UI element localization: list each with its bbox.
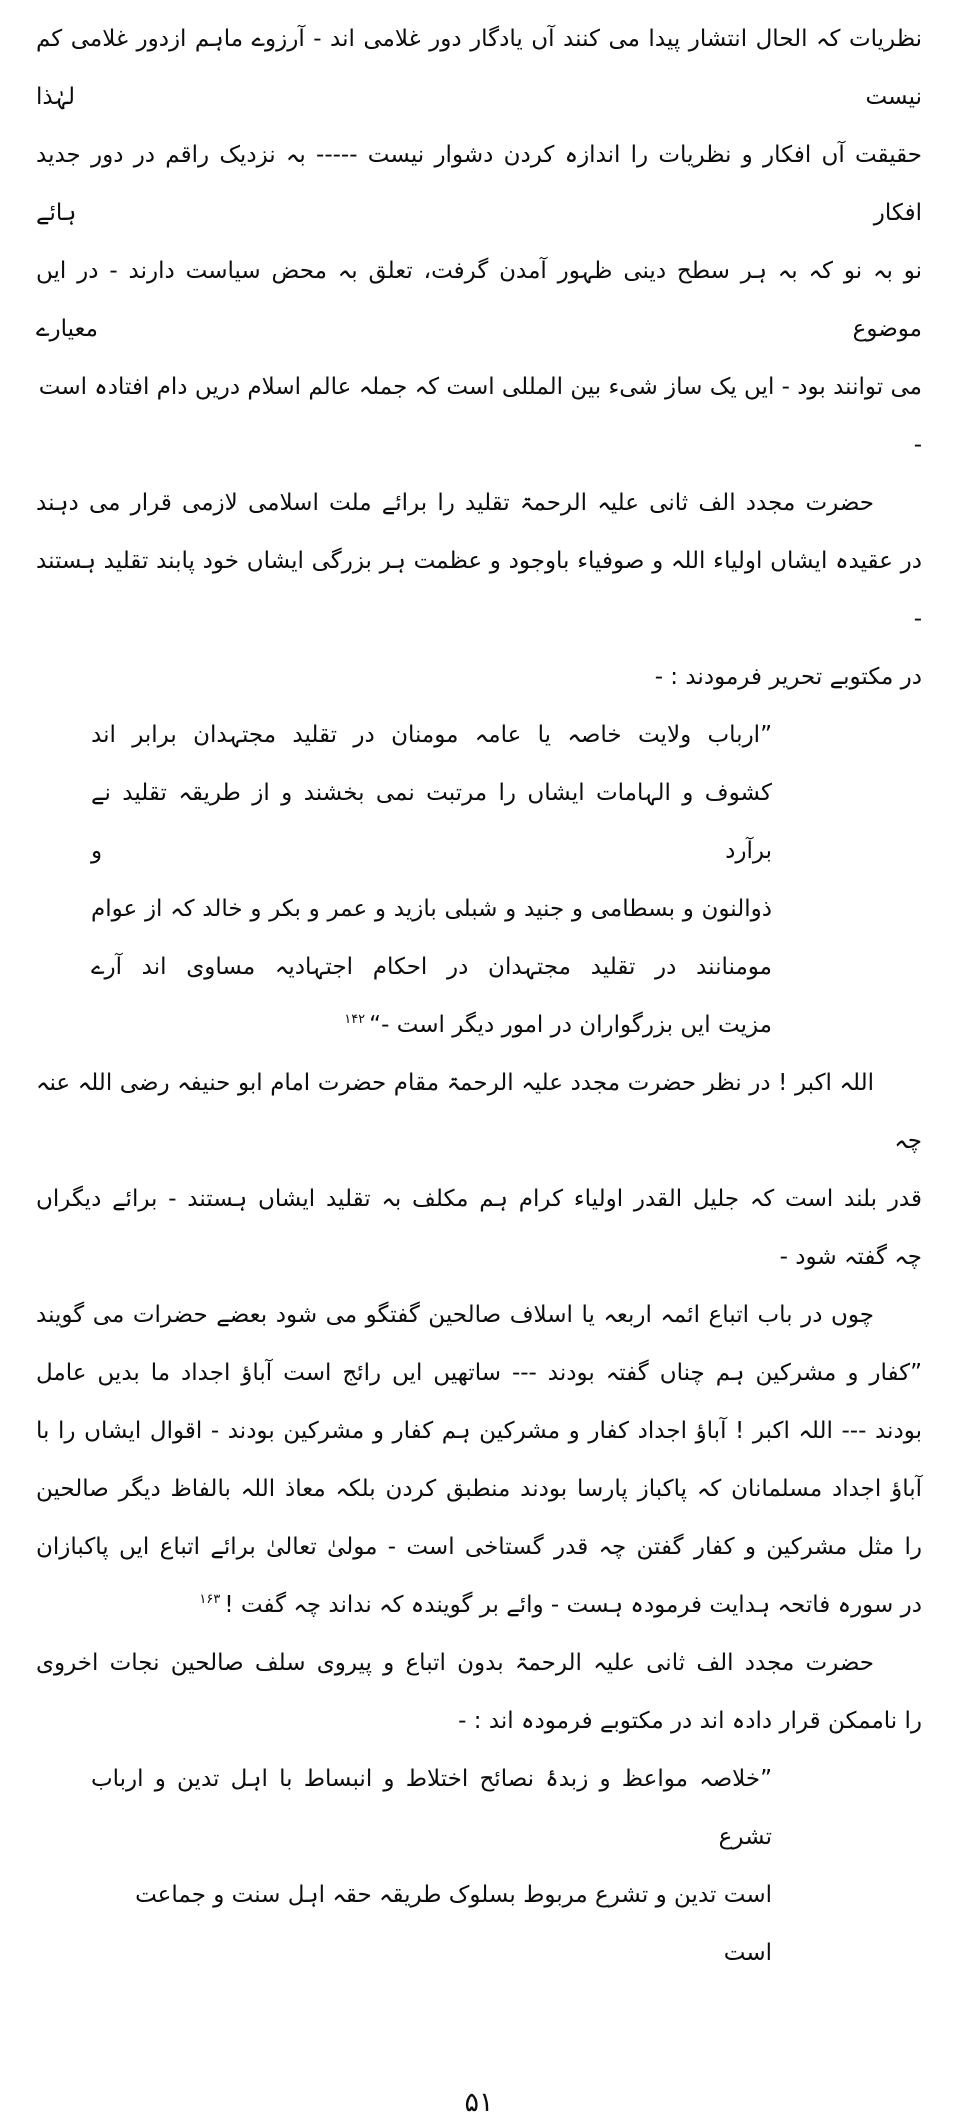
- quote-block: [91, 706, 772, 1054]
- text-line: را ناممکن قرار دادہ اند در مکتوبے فرمودہ اند : -: [458, 1708, 922, 1734]
- text-line: نظریات کہ الحال انتشار پیدا می کنند آں یادگار دور غلامی اند - آرزوے ماہم ازدور غلامی کم نیست لہٰذا: [36, 26, 922, 110]
- footnote-marker: ۱۶۳: [199, 1592, 221, 1608]
- text-line: را مثل مشرکین و کفار گفتن چہ قدر گستاخی است - مولیٰ تعالیٰ برائے اتباع ایں پاکبازان: [36, 1534, 922, 1560]
- paragraph: [36, 1054, 922, 1286]
- text-line: ذوالنون و بسطامی و جنید و شبلی بازید و عمر و بکر و خالد کہ از عوام: [91, 896, 772, 922]
- text-line: حقیقت آں افکار و نظریات را اندازہ کردن دشوار نیست ----- بہ نزدیک راقم در دور جدید افکار ہائے: [36, 142, 922, 226]
- text-line: [91, 996, 772, 1054]
- text-line-content: مزیت ایں بزرگواران در امور دیگر است -“: [369, 1012, 772, 1038]
- text-line: قدر بلند است کہ جلیل القدر اولیاء کرام ہم مکلف بہ تقلید ایشاں ہستند - برائے دیگراں: [36, 1186, 922, 1212]
- text-line: مومنانند در تقلید مجتہدان در احکام اجتہادیہ مساوی اند آرے: [91, 954, 772, 980]
- text-line: حضرت مجدد الف ثانی علیہ الرحمۃ تقلید را برائے ملت اسلامی لازمی قرار می دہند: [36, 490, 874, 516]
- text-line: ”ارباب ولایت خاصہ یا عامہ مومنان در تقلید مجتہدان برابر اند: [91, 722, 772, 748]
- paragraph: [36, 474, 922, 706]
- text-line: حضرت مجدد الف ثانی علیہ الرحمۃ بدون اتباع و پیروی سلف صالحین نجات اخروی: [36, 1650, 874, 1676]
- text-line: در مکتوبے تحریر فرمودند : -: [654, 664, 922, 690]
- text-line: کشوف و الہامات ایشاں را مرتبت نمی بخشند و از طریقہ تقلید نے برآرد و: [91, 780, 772, 864]
- text-line: چہ گفتہ شود -: [779, 1244, 922, 1270]
- page-number: ۵۱: [464, 2087, 494, 2118]
- paragraph: [36, 1286, 922, 1634]
- paragraph: [36, 10, 922, 474]
- text-line: چوں در باب اتباع ائمہ اربعہ یا اسلاف صالحین گفتگو می شود بعضے حضرات می گویند: [36, 1302, 874, 1328]
- text-line: ”کفار و مشرکین ہم چناں گفتہ بودند --- ساتھیں ایں رائج است آباؤ اجداد ما بدیں عامل: [36, 1360, 922, 1386]
- text-line: ”خلاصہ مواعظ و زبدۂ نصائح اختلاط و انبساط با اہل تدین و ارباب تشرع: [91, 1766, 772, 1850]
- text-line-content: در سورہ فاتحہ ہدایت فرمودہ ہست - وائے بر گویندہ کہ نداند چہ گفت !: [224, 1592, 922, 1618]
- paragraph: [36, 1634, 922, 1750]
- text-line: [36, 1576, 922, 1634]
- text-line: اللہ اکبر ! در نظر حضرت مجدد علیہ الرحمۃ مقام حضرت امام ابو حنیفہ رضی اللہ عنہ چہ: [36, 1070, 922, 1154]
- text-line: است تدین و تشرع مربوط بسلوک طریقہ حقہ اہل سنت و جماعت است: [135, 1882, 772, 1966]
- text-line: نو بہ نو کہ بہ ہر سطح دینی ظہور آمدن گرفت، تعلق بہ محض سیاست دارند - در ایں موضوع معیارے: [36, 258, 922, 342]
- text-line: می توانند بود - ایں یک ساز شیء بین المللی است کہ جملہ عالم اسلام دریں دام افتادہ است -: [38, 374, 922, 458]
- footnote-marker: ۱۴۲: [344, 1012, 366, 1028]
- quote-block: [91, 1750, 772, 1982]
- text-line: آباؤ اجداد مسلمانان کہ پاکباز پارسا بودند منطبق کردن بلکہ معاذ اللہ بالفاظ دیگر صالحین: [36, 1476, 922, 1502]
- text-line: بودند --- اللہ اکبر ! آباؤ اجداد کفار و مشرکین ہم کفار و مشرکین بودند - اقوال ایشاں را با: [36, 1418, 922, 1444]
- text-line: در عقیدہ ایشاں اولیاء اللہ و صوفیاء باوجود و عظمت ہر بزرگی ایشاں خود پابند تقلید ہستند -: [36, 548, 922, 632]
